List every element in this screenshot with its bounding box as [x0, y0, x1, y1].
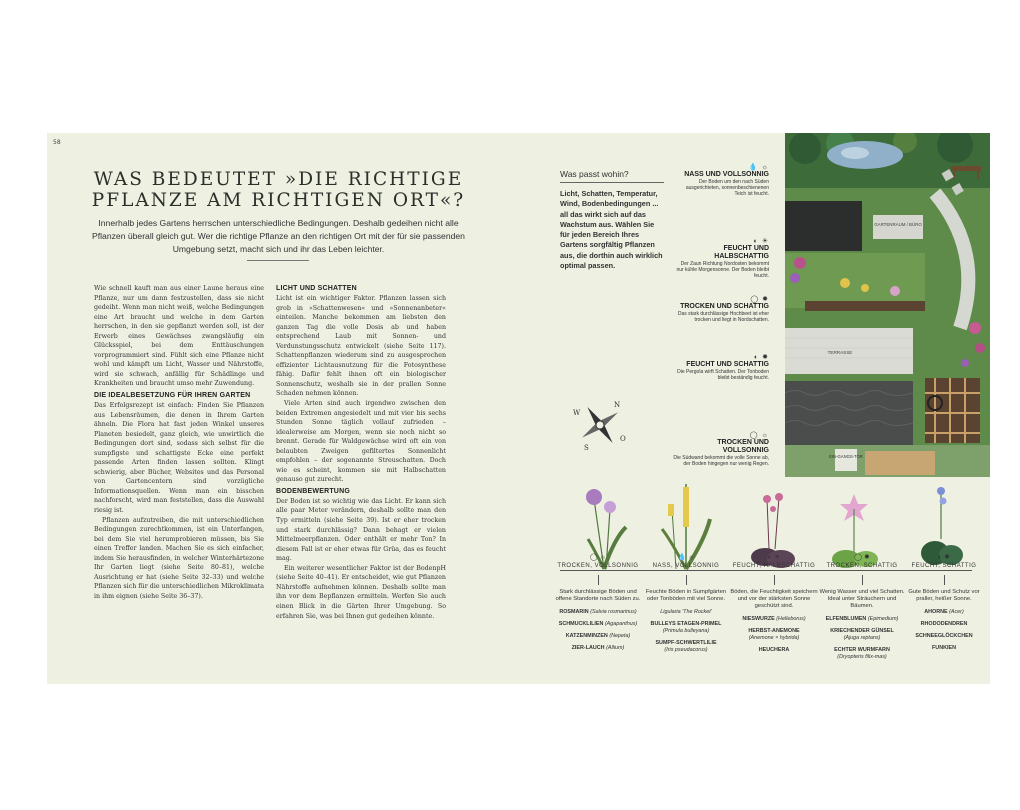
- plant-entry: SUMPF-SCHWERTLILIE (Iris pseudacorus): [655, 640, 717, 653]
- zone-callout: [673, 295, 769, 323]
- page-title: [81, 169, 476, 211]
- plant-entry: HERBST-ANEMONE (Anemone × hybrida): [748, 628, 800, 641]
- plant-entry: Ligularia 'The Rocket': [660, 609, 712, 615]
- divider: [247, 260, 309, 261]
- plant-column: [730, 553, 818, 659]
- condition-icons: ◐ ☀: [767, 554, 781, 561]
- plant-entry: ROSMARIN (Salvia rosmarinus): [559, 609, 637, 615]
- plant-entry: FUNKIEN: [932, 645, 956, 651]
- condition-icons: ◐ ✹: [753, 354, 769, 361]
- garden-plan-illustration: [785, 133, 990, 477]
- page-number: 58: [53, 139, 61, 146]
- condition-label: NASS, VOLLSONNIG: [652, 563, 720, 569]
- title-line-1: WAS BEDEUTET »DIE RICHTIGE: [93, 169, 464, 190]
- paragraph: Viele Arten sind auch irgendwo zwischen den beiden Extremen angesiedelt und mit vier bis sechs Stunden Sonne täglich vollauf zufrieden – idealerweise am Morgen, wenn sie noch nicht so brennt. Gerade für Waldgewächse wird oft ein von belaubten Zweigen gefiltertes Sonnenlicht empfohlen – der sogenannte Streuschatten. Doch wie es scheint, kommen sie mit Halbschatten genauso gut zurecht.: [276, 400, 446, 484]
- paragraph: Der Boden ist so wichtig wie das Licht. Er kann sich alle paar Meter verändern, deshalb sollte man den Typ ermitteln (siehe Seite 39). Ist er eher trocken und stark durchlässig? Dann behagt er vielen Mittelmeerpflanzen. Oder enthält er mehr Ton? In diesem Fall ist er eher etwas für Grüa, das es feucht mag.: [276, 497, 446, 563]
- title-line-2: PFLANZE AM RICHTIGEN ORT«?: [91, 190, 466, 211]
- zone-description: Die Pergola wirft Schatten. Der Tonboden bleibt beständig feucht.: [677, 369, 769, 382]
- zone-callout: [673, 163, 769, 198]
- zone-title: FEUCHT UND SCHATTIG: [686, 361, 769, 368]
- section-heading: LICHT UND SCHATTEN: [276, 285, 357, 292]
- plant-column: [642, 553, 730, 659]
- plant-entry: BULLEYS ETAGEN-PRIMEL (Primula bulleyana): [650, 621, 722, 634]
- zone-description: Der Boden um den nach Süden ausgerichteten, sonnenbeschienenen Teich ist feucht.: [685, 179, 769, 198]
- condition-description: Böden, die Feuchtigkeit speichern und vor der stärksten Sonne geschützt sind.: [730, 589, 818, 609]
- plant-entry: AHORNE (Acer): [924, 609, 964, 615]
- condition-description: Wenig Wasser und viel Schatten. Ideal unter Sträuchern und Bäumen.: [819, 589, 905, 609]
- garden-label-entrance: EIN-GANGS-TOR: [829, 454, 863, 459]
- condition-icons: 💧 ☼: [748, 164, 769, 171]
- condition-icons: ◯ ☼: [589, 554, 607, 561]
- sidebar-label: Was passt wohin?: [560, 169, 629, 179]
- paragraph: Wie schnell kauft man aus einer Laune heraus eine Pflanze, nur um dann festzustellen, dass sie nicht gedeiht. Wenn man nicht weiß, welche Bedingungen eine Art braucht und welche in dem Garten herrschen, in den sie gepflanzt werden soll, ist der Erwerb eines Gewächses zwangsläufig ein Glücksspiel, bei dem Enttäuschungen vorprogrammiert sind. Fühlt sich eine Pflanze nicht wohl und kämpft um Licht, Wasser und Nährstoffe, wird sie schwach, anfällig für Schädlinge und Krankheiten und braucht umso mehr Zuwendung.: [94, 285, 264, 388]
- condition-description: Stark durchlässige Böden und offene Standorte nach Süden zu.: [555, 589, 641, 602]
- compass-rose: [570, 395, 630, 455]
- condition-label: FEUCHT, HALBSCHATTIG: [732, 563, 816, 569]
- compass-n: N: [614, 401, 621, 409]
- zone-title: TROCKEN UND SCHATTIG: [680, 303, 769, 310]
- zone-callout: [673, 237, 769, 280]
- condition-icons: ◯ ✹: [750, 296, 769, 303]
- column-tick: [862, 575, 863, 585]
- zone-callout: [673, 431, 769, 467]
- section-heading: DIE IDEALBESETZUNG FÜR IHREN GARTEN: [94, 392, 251, 400]
- plant-column: [818, 553, 906, 666]
- condition-icons: 💧 ☼: [677, 554, 695, 561]
- condition-description: Gute Böden und Schutz vor praller, heißer Sonne.: [908, 589, 980, 602]
- condition-description: Feuchte Böden in Sumpfgärten oder Tonböden mit viel Sonne.: [645, 589, 727, 602]
- compass-s: S: [584, 444, 589, 452]
- condition-icons: ◯ ☼: [749, 432, 769, 439]
- paragraph: Das Erfolgsrezept ist einfach: Finden Sie Pflanzen aus Lebensräumen, die denen in Ihrem Garten ähneln. Die Flora hat fast jeden Winkel unseres Planeten besiedelt, ganz gleich, wie unwirtlich die Bedingungen dort sind, sodass sich selbst für die sumpfigste und schattigste Ecke eine perfekt passende Arten finden lassen sollten. Klingt schwierig, aber Bücher, Websites und das Personal von Gartencentern sind vorzügliche Informationsquellen. Wenn man ein bisschen nachforscht, wird man feststellen, dass die Auswahl riesig ist.: [94, 402, 264, 515]
- plant-entry: SCHMUCKLILIEN (Agapanthus): [558, 621, 638, 627]
- plant-column: [900, 553, 988, 657]
- zone-title: FEUCHT UND HALBSCHATTIG: [714, 245, 769, 260]
- section-heading: BODENBEWERTUNG: [276, 487, 350, 495]
- garden-label-terrace: TERRASSE: [827, 350, 853, 355]
- zone-title: NASS UND VOLLSONNIG: [684, 171, 769, 178]
- paragraph: Licht ist ein wichtiger Faktor. Pflanzen lassen sich grob in »Schattenwesen« und »Sonnenanbeter« einteilen. Manche bekommen am liebsten den ganzen Tag die volle Dosis ab und haben entsprechend Laub mit Sonnen- und Verdunstungsschutz entwickelt (siehe Seite 117). Schattenpflanzen wiederum sind zu ausgesprochen effizienter Lichtausnutzung für die Fotosynthese fähig. Dafür fehlt ihnen oft ein biologischer Sonnenschutz, weshalb sie in der prallen Sonne Schaden nehmen können.: [276, 295, 446, 398]
- condition-icons: ◯ ✹: [854, 554, 870, 561]
- plant-column: [554, 553, 642, 657]
- plant-entry: KRIECHENDER GÜNSEL (Ajuga reptans): [830, 628, 894, 641]
- column-tick: [944, 575, 945, 585]
- plant-entry: KATZENMINZEN (Nepeta): [565, 633, 631, 639]
- sidebar-text: Licht, Schatten, Temperatur, Wind, Bodenbedingungen ... all das wirkt sich auf das Wachstum aus. Wählen Sie für jeden Bereich Ihres Gartens sorgfältig Pflanzen aus, die dorthin auch wirklich optimal passen.: [560, 189, 663, 271]
- compass-o: O: [620, 435, 626, 443]
- zone-description: Das stark durchlässige Hochbeet ist eher trocken und liegt in Nordschatten.: [677, 311, 769, 324]
- condition-label: FEUCHT, SCHATTIG: [911, 563, 977, 569]
- plant-entry: HEUCHERA: [758, 647, 790, 653]
- zone-description: Der Zaun Richtung Nordosten bekommt nur kühle Morgensonne. Der Boden bleibt feucht.: [676, 261, 769, 280]
- zone-description: Die Südwand bekommt die volle Sonne ab, der Boden hingegen nur wenig Regen.: [673, 455, 769, 468]
- sidebar-rule: [560, 182, 664, 183]
- book-spread: [47, 133, 990, 684]
- condition-label: TROCKEN, VOLLSONNIG: [557, 563, 639, 569]
- compass-w: W: [573, 409, 581, 417]
- condition-label: TROCKEN, SCHATTIG: [826, 563, 898, 569]
- plant-entry: ELFENBLUMEN (Epimedium): [825, 616, 899, 622]
- column-tick: [598, 575, 599, 585]
- text-column-2: [276, 284, 446, 621]
- text-column-1: [94, 284, 264, 602]
- garden-label-office: GARTENRAUM / BÜRO: [874, 222, 922, 227]
- column-tick: [686, 575, 687, 585]
- plant-entry: RHODODENDREN: [920, 621, 968, 627]
- paragraph: Ein weiterer wesentlicher Faktor ist der BodenpH (siehe Seite 40–41). Er entscheidet, wie gut Pflanzen Nährstoffe aufnehmen können. Deshalb sollte man ihn vor dem Bepflanzen ermitteln. Werfen Sie auch einen Blick in die Gärten Ihrer Umgebung. So erfahren Sie, was bei Ihnen gut gedeihen könnte.: [276, 564, 446, 620]
- zone-title: TROCKEN UND VOLLSONNIG: [717, 439, 769, 454]
- plant-entry: ECHTER WURMFARN (Dryopteris filix-mas): [834, 647, 890, 660]
- plant-entry: ZIER-LAUCH (Allium): [571, 645, 625, 651]
- plant-entry: SCHNEEGLÖCKCHEN: [915, 633, 973, 639]
- intro-text: Innerhalb jedes Gartens herrschen unterschiedliche Bedingungen. Deshalb gedeihen nicht alle Pflanzen überall gleich gut. Wer die richtige Pflanze an den richtigen Ort mit der für sie passenden Umgebung setzt, macht sich und ihr das Leben leichter.: [92, 218, 465, 254]
- zone-callout: [673, 353, 769, 381]
- paragraph: Pflanzen aufzutreiben, die mit unterschiedlichen Bedingungen zurechtkommen, ist ein Unterfangen, bei dem Sie viel herumprobieren müssen, bis Sie einen Treffer landen. Machen Sie es sich einfacher, indem Sie herausfinden, in welcher Winterhärtezone Ihr Garten liegt (siehe Seite 80–81), welche Ausrichtung er hat (siehe Seite 32–33) und welche Pflanzen sich für die unterschiedlichen Mikroklimata in ihm eignen (siehe Seite 36–37).: [94, 516, 264, 600]
- column-tick: [774, 575, 775, 585]
- condition-icons: ◐ ✹: [937, 554, 951, 561]
- plant-entry: NIESWURZE (Helleborus): [742, 616, 806, 622]
- condition-icons: ◐ ☀: [753, 238, 769, 245]
